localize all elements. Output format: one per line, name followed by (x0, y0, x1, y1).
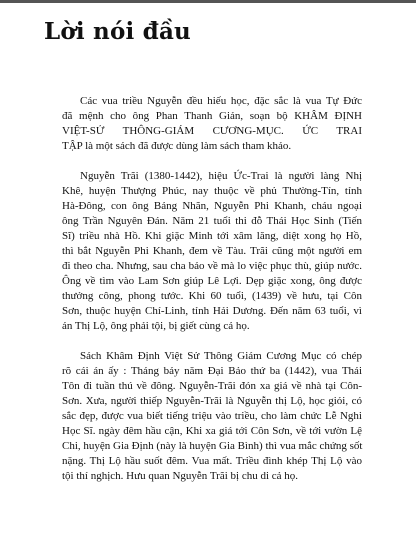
text-line: ông Trần Nguyên Đán. Năm 21 tuổi thi đỗ Thái Học Sinh (Tiến (62, 215, 362, 227)
text-line: rõ cái án ấy : Tháng bảy năm Đại Bảo thứ ba (1442), vua Thái (62, 365, 362, 377)
text-line: Sĩ) triều nhà Hồ. Khi giặc Minh tới xâm lăng, diệt xong họ Hồ, (62, 230, 362, 242)
paragraph-1 (62, 94, 362, 154)
text-line: Học Sĩ. ngày đêm hầu cận, Khi xa giá tới Côn Sơn, về tới vườn Lệ (62, 425, 362, 437)
text-line: thì bắt Nguyễn Phi Khanh, đem về Tàu. Trãi cũng một người em (62, 245, 362, 257)
text-line: Sách Khâm Định Việt Sử Thông Giám Cương Mục có chép (80, 350, 362, 362)
text-line: VIỆT-SỬ THÔNG-GIÁM CƯƠNG-MỤC. ỨC TRAI (62, 125, 362, 137)
text-line: sắc đẹp, được vua biết tiếng triệu vào triều, cho làm chức Lễ Nghi (62, 410, 362, 422)
text-line: án Thị Lộ, ông phải tội, bị giết cùng cả họ. (62, 320, 250, 332)
text-line: thưởng công, phong tước. Khi 60 tuổi, (1439) về hưu, tại Côn (62, 290, 362, 302)
text-line: Sơn. Xưa, người thiếp Nguyễn-Trãi là Nguyễn thị Lộ, học giỏi, có (62, 395, 362, 407)
text-line: Hà-Đông, con ông Bảng Nhãn, Nguyễn Phi Khanh, cháu ngoại (62, 200, 362, 212)
text-line: Ông về tìm vào Lam Sơn giúp Lê Lợi. Dẹp giặc xong, ông được (62, 275, 362, 287)
page-title: Lời nói đầu (44, 18, 191, 45)
text-line: Chi, huyện Gia Định (này là huyện Gia Bình) thì vua mắc chứng sốt (62, 440, 363, 452)
text-line: Nguyễn Trãi (1380-1442), hiệu Ức-Trai là người làng Nhị (80, 170, 362, 182)
text-line: Tôn đi tuần thú về đông. Nguyễn-Trãi đón xa giá về nhà tại Côn- (62, 380, 362, 392)
paragraph-2 (62, 169, 362, 334)
text-line: TẬP là một sách đã được dùng làm sách tham khảo. (62, 140, 292, 152)
text-line: nặng. Thị Lộ hầu suốt đêm. Vua mất. Triều đình khép Thị Lộ vào (62, 455, 362, 467)
body-text (62, 94, 362, 499)
top-edge-shadow (0, 0, 416, 3)
text-line: Các vua triều Nguyễn đều hiếu học, đặc sắc là vua Tự Đức (80, 95, 362, 107)
text-line: đi theo cha. Nhưng, sau cha bảo về mà lo việc phục thù, giúp nước. (62, 260, 362, 272)
text-line: tội thí nghịch. Hưu quan Nguyễn Trãi bị chu di cả họ. (62, 470, 299, 482)
paragraph-3 (62, 349, 362, 484)
text-line: Sơn, thuộc huyện Chí-Linh, tỉnh Hải Dương. Đến năm 63 tuổi, vì (62, 305, 362, 317)
text-line: đã mệnh cho ông Phan Thanh Giản, soạn bộ KHÂM ĐỊNH (62, 110, 362, 122)
text-line: Khê, huyện Thượng Phúc, nay thuộc về phủ Thường-Tín, tỉnh (62, 185, 362, 197)
